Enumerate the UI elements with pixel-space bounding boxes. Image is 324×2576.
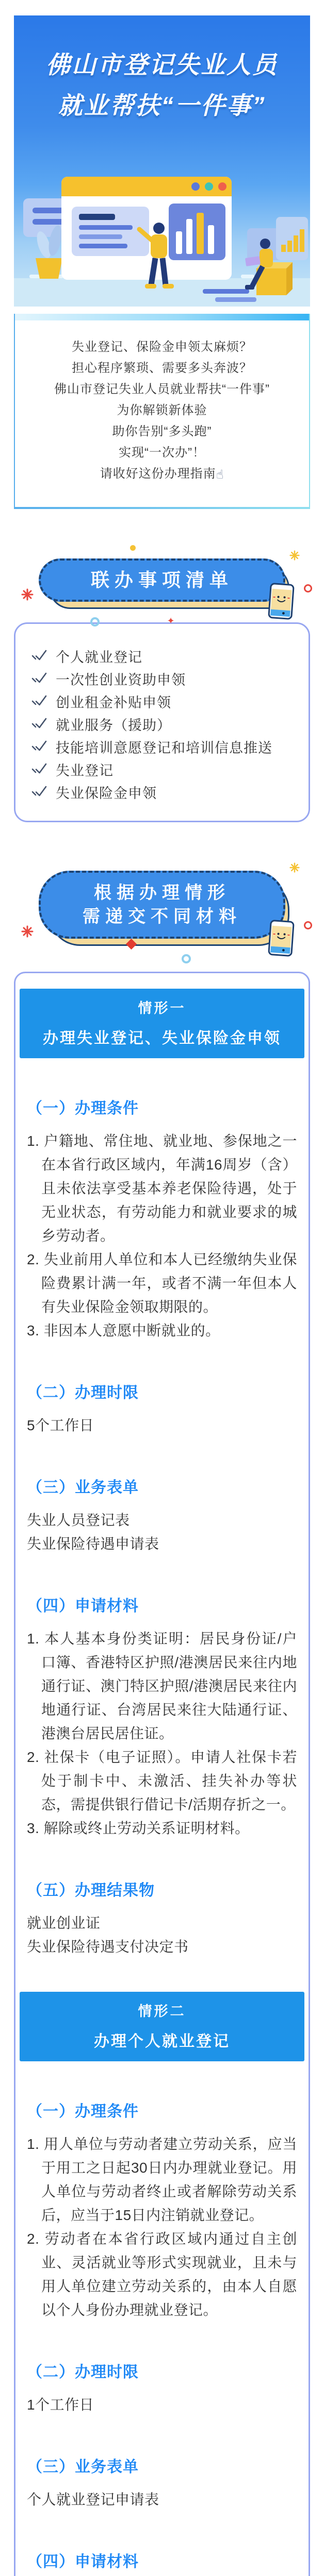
checklist-item: 就业服务（援助）: [31, 713, 293, 735]
asterisk-decoration-icon: [21, 925, 34, 938]
section-item: 失业保险待遇支付决定书: [27, 1935, 297, 1959]
section-item: 3. 解除或终止劳动关系证明材料。: [27, 1817, 297, 1840]
section-heading: （二）办理时限: [27, 2359, 297, 2382]
scenario2-title: 办理个人就业登记: [24, 2028, 300, 2051]
scenario1-header: [20, 989, 304, 1058]
section-heading: （一）办理条件: [27, 1095, 297, 1118]
scenario1-tag: 情形一: [24, 997, 300, 1017]
page-title-line2: 就业帮扶“一件事”: [14, 93, 310, 117]
section-item: 个人就业登记申请表: [27, 2488, 297, 2512]
check-icon: [31, 694, 47, 708]
checklist-item: 失业登记: [31, 758, 293, 781]
scenarios-card: [14, 972, 310, 2576]
check-icon: [31, 717, 47, 731]
section-item: 失业人员登记表: [27, 1509, 297, 1532]
check-icon: [31, 649, 47, 663]
circle-decoration: [304, 584, 312, 592]
section-item: 1. 户籍地、常住地、就业地、参保地之一在本省行政区域内，年满16周岁（含）且未依法享受基本养老保险待遇，处于无业状态，有劳动能力和就业要求的城乡劳动者。: [27, 1129, 297, 1248]
sparkle-decoration-icon: [289, 862, 300, 873]
section-heading: （二）办理时限: [27, 1380, 297, 1402]
section-item: 失业保险待遇申请表: [27, 1532, 297, 1556]
section-item: 5个工作日: [27, 1414, 297, 1437]
banner-label-line1: 根据办理情形: [46, 881, 278, 905]
section-item: 3. 非因本人意愿中断就业的。: [27, 1319, 297, 1343]
dot-decoration: [130, 545, 136, 551]
checklist-item: 技能培训意愿登记和培训信息推送: [31, 735, 293, 758]
article-page: [0, 15, 324, 2576]
section-items: [27, 1414, 297, 1437]
section-item: 2. 劳动者在本省行政区域内通过自主创业、灵活就业等形式实现就业，且未与用人单位建立劳动关系的，由本人自愿以个人身份办理就业登记。: [27, 2227, 297, 2322]
banner-pill: [39, 558, 285, 602]
section-item: 2. 失业前用人单位和本人已经缴纳失业保险费累计满一年，或者不满一年但本人有失业保险金领取期限的。: [27, 1248, 297, 1319]
check-icon: [31, 762, 47, 776]
section-item: 1个工作日: [27, 2393, 297, 2417]
section-items: [27, 1129, 297, 1343]
joint-items-checklist: [14, 622, 310, 822]
check-icon: [31, 740, 47, 753]
page-title: [14, 15, 310, 117]
checklist-item: 一次性创业资助申领: [31, 667, 293, 690]
intro-line: 助你告别“多头跑”: [25, 421, 299, 442]
section-items: [27, 1627, 297, 1840]
intro-line: 实现“一次办”！: [25, 442, 299, 463]
hero-header: [14, 15, 310, 307]
circle-decoration: [304, 921, 312, 929]
section-items: [27, 2132, 297, 2322]
section-items: [27, 2488, 297, 2512]
phone-mascot-icon: [268, 582, 295, 620]
intro-line: 为你解锁新体验: [25, 400, 299, 421]
intro-line: 佛山市登记失业人员就业帮扶“一件事”: [25, 379, 299, 400]
checklist-item: 失业保险金申领: [31, 781, 293, 803]
asterisk-decoration-icon: [21, 588, 34, 601]
banner-label: 联办事项清单: [46, 569, 278, 591]
plus-decoration: ✦: [167, 616, 175, 625]
phone-mascot-icon: [268, 919, 295, 957]
section-item: 2. 社保卡（电子证照）。申请人社保卡若处于制卡中、未激活、挂失补办等状态，需提供银行借记卡/活期存折之一。: [27, 1745, 297, 1817]
section-heading: （三）业务表单: [27, 1475, 297, 1497]
checklist-item: 个人就业登记: [31, 645, 293, 667]
section-heading: （一）办理条件: [27, 2098, 297, 2121]
circle-decoration: [182, 954, 191, 963]
section-item: 1. 本人基本身份类证明：居民身份证/户口簿、香港特区护照/港澳居民来往内地通行证、澳门特区护照/港澳居民来往内地通行证、台湾居民来往大陆通行证、港澳台居民居住证。: [27, 1627, 297, 1745]
check-icon: [31, 672, 47, 685]
section-heading: （四）申请材料: [27, 1593, 297, 1616]
section-item: 就业创业证: [27, 1911, 297, 1935]
checklist-item: 创业租金补贴申领: [31, 690, 293, 713]
page-title-line1: 佛山市登记失业人员: [14, 53, 310, 77]
section-item: 1. 用人单位与劳动者建立劳动关系，应当于用工之日起30日内办理就业登记。用人单位与劳动者终止或者解除劳动关系后，应当于15日内注销就业登记。: [27, 2132, 297, 2227]
section-items: [27, 1911, 297, 1959]
section-heading: （三）业务表单: [27, 2454, 297, 2477]
section-heading: （五）办理结果物: [27, 1877, 297, 1900]
check-icon: [31, 785, 47, 799]
banner-materials: [39, 871, 285, 939]
scenario2-header: [20, 1992, 304, 2061]
banner-joint-items: [39, 558, 285, 602]
sparkle-decoration-icon: [289, 550, 300, 561]
scenario2-tag: 情形二: [24, 2000, 300, 2020]
scenario1-title: 办理失业登记、失业保险金申领: [24, 1025, 300, 1048]
intro-last-line: 请收好这份办理指南☝: [25, 463, 299, 485]
intro-line: 担心程序繁琐、需要多头奔波？: [25, 358, 299, 379]
intro-lines: [25, 336, 299, 463]
hero-illustration: [14, 167, 310, 307]
checklist: [31, 645, 293, 803]
banner-pill: [39, 871, 285, 939]
intro-line: 失业登记、保险金申领太麻烦？: [25, 336, 299, 358]
section-items: [27, 1509, 297, 1556]
banner-label-line2: 需递交不同材料: [46, 905, 278, 928]
pointing-hand-icon: ☝: [216, 468, 224, 482]
section-heading: （四）申请材料: [27, 2549, 297, 2571]
section-items: [27, 2393, 297, 2417]
intro-card: [14, 314, 310, 509]
